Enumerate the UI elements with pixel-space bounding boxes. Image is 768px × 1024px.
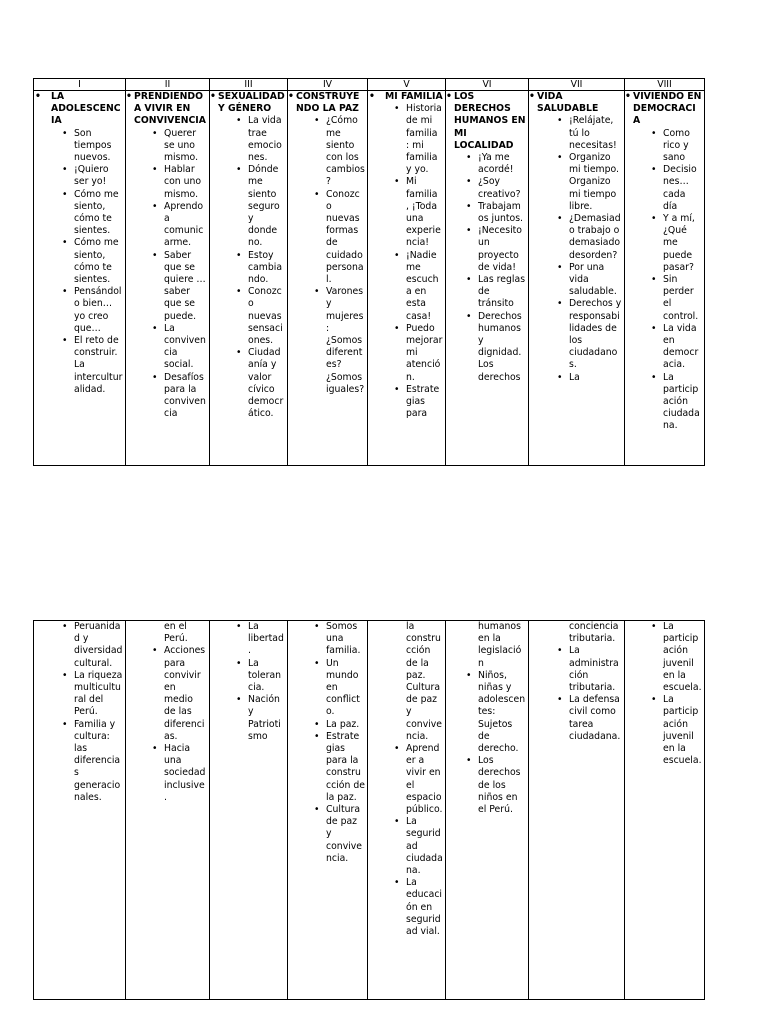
topic-list: [36, 670, 123, 804]
unit-title: • VIDA SALUDABLE: [531, 91, 622, 115]
topic-item: • Sin perder el control.: [663, 274, 702, 323]
topic-item: • Conozco nuevas formas de cuidado personal.: [326, 189, 365, 287]
topic-item: • ¡Necesito un proyecto de vida!: [478, 225, 526, 274]
topic-list: [36, 128, 123, 396]
topic-item: • Decisiones… cada día: [663, 164, 702, 213]
topic-item: • Historia de mi familia : mi familia y yo.: [406, 103, 443, 176]
topic-item: • ¡Ya me acordé!: [478, 152, 526, 176]
topic-item: • La vida trae emociones.: [248, 115, 285, 164]
topic-item: • Hablar con uno mismo.: [164, 164, 207, 201]
topic-item: • ¿Soy creativo?: [478, 176, 526, 200]
continuation-cell: [368, 621, 446, 1000]
topic-list: [128, 128, 207, 421]
topic-item: • Saber que se quiere … saber que se puede.: [164, 250, 207, 323]
topic-item: • Como rico y sano: [663, 128, 702, 165]
topic-item: • Nación y Patriotismo: [248, 694, 285, 743]
topic-list: [290, 115, 365, 396]
topic-list: [36, 621, 123, 670]
topic-item: • Por una vida saludable.: [569, 262, 622, 299]
unit-cell: [625, 91, 705, 466]
topic-item: • ¿Demasiado trabajo o demasiado desorden?: [569, 213, 622, 262]
topic-item: • ¡Quiero ser yo!: [74, 164, 123, 188]
topic-item: • La administración tributaria.: [569, 645, 622, 694]
unit-cell: [126, 91, 210, 466]
unit-title: • CONSTRUYENDO LA PAZ: [290, 91, 365, 115]
topic-item: • Acciones para convivir en medio de las diferencias.: [164, 645, 207, 743]
topic-list: [290, 621, 365, 865]
topic-list: [627, 621, 702, 767]
topic-item: • ¿Cómo me siento con los cambios?: [326, 115, 365, 188]
topic-item: • Cultura de paz y convivencia.: [326, 804, 365, 865]
continued-text: humanos en la legislación: [478, 621, 522, 669]
continued-text: en el Perú.: [164, 621, 188, 645]
topic-item: • Cómo me siento, cómo te sientes.: [74, 189, 123, 238]
topic-list: [448, 670, 526, 816]
topic-item: • Conozco nuevas sensaciones.: [248, 286, 285, 347]
column-header-row: [34, 79, 705, 91]
topic-item: • Son tiempos nuevos.: [74, 128, 123, 165]
topic-item: • Aprender a vivir en el espacio público.: [406, 743, 443, 816]
topic-item: • Trabajamos juntos.: [478, 201, 526, 225]
continued-text: • Peruanidad y diversidad cultural.: [74, 621, 123, 670]
topic-item: • La paz.: [326, 719, 365, 731]
column-header: III: [210, 79, 288, 91]
unit-cell: [34, 91, 126, 466]
unit-title: • SEXUALIDAD Y GÉNERO: [212, 91, 285, 115]
unit-title: • MI FAMILIA: [370, 91, 443, 103]
topic-item: • La educación en seguridad vial.: [406, 877, 443, 938]
topic-list: [128, 645, 207, 804]
continued-text: la construcción de la paz. Cultura de paz y convivencia.: [406, 621, 442, 742]
topic-item: • El reto de construir. La interculturalidad.: [74, 335, 123, 396]
continuation-cell: [34, 621, 126, 1000]
topic-item: • Varones y mujeres: ¿Somos diferentes? ¿Somos iguales?: [326, 286, 365, 396]
topic-list: [448, 152, 526, 384]
topic-item: • ¡Nadie me escucha en esta casa!: [406, 250, 443, 323]
topic-item: • Querer se uno mismo.: [164, 128, 207, 165]
topic-list: [370, 743, 443, 938]
continuation-cell: [529, 621, 625, 1000]
topic-item: • Familia y cultura: las diferencias generacionales.: [74, 719, 123, 804]
topic-item: • Un mundo en conflicto.: [326, 658, 365, 719]
topic-item: • Niños, niñas y adolescentes: Sujetos de derecho.: [478, 670, 526, 755]
topic-item: • La seguridad ciudadana.: [406, 816, 443, 877]
topic-item: • Ciudadanía y valor cívico democrático.: [248, 347, 285, 420]
column-header: VI: [446, 79, 529, 91]
topic-item: • Y a mí, ¿Qué me puede pasar?: [663, 213, 702, 274]
continuation-cell: [210, 621, 288, 1000]
topic-list: [212, 115, 285, 420]
column-header: IV: [288, 79, 368, 91]
topic-item: • Somos una familia.: [326, 621, 365, 658]
topic-item: • La riqueza multicultural del Perú.: [74, 670, 123, 719]
topic-item: • La tolerancia.: [248, 658, 285, 695]
topic-item: • Derechos y responsabilidades de los ciudadanos.: [569, 298, 622, 371]
unit-cell: [210, 91, 288, 466]
unit-cell: [529, 91, 625, 466]
topic-item: • La defensa civil como tarea ciudadana.: [569, 694, 622, 743]
column-header: II: [126, 79, 210, 91]
topic-list: [627, 128, 702, 433]
topic-item: • Desafíos para la convivencia: [164, 372, 207, 421]
topic-item: • Cómo me siento, cómo te sientes.: [74, 237, 123, 286]
curriculum-table-top: [33, 78, 705, 466]
column-header: I: [34, 79, 126, 91]
unit-cell: [368, 91, 446, 466]
topic-item: • Los derechos de los niños en el Perú.: [478, 755, 526, 816]
topic-item: • Derechos humanos y dignidad. Los derechos: [478, 311, 526, 384]
topic-item: • Hacia una sociedad inclusive.: [164, 743, 207, 804]
topic-item: • Estrategias para: [406, 384, 443, 421]
topic-list: [370, 103, 443, 420]
unit-title: • VIVIENDO EN DEMOCRACIA: [627, 91, 702, 128]
topic-item: • La participación juvenil en la escuela.: [663, 621, 702, 694]
topic-item: • Pensándolo bien… yo creo que…: [74, 286, 123, 335]
topic-item: • ¡Relájate, tú lo necesitas!: [569, 115, 622, 152]
units-row: [34, 91, 705, 466]
continuation-cell: [446, 621, 529, 1000]
unit-title: • LA ADOLESCENCIA: [36, 91, 123, 128]
topic-item: • La convivencia social.: [164, 323, 207, 372]
topic-item: • Dónde me siento seguro y donde no.: [248, 164, 285, 249]
topic-list: [531, 645, 622, 743]
continuation-cell: [288, 621, 368, 1000]
unit-cell: [446, 91, 529, 466]
column-header: VIII: [625, 79, 705, 91]
topic-item: • Las reglas de tránsito: [478, 274, 526, 311]
topic-item: • Puedo mejorar mi atención.: [406, 323, 443, 384]
topic-item: • Organizo mi tiempo. Organizo mi tiempo libre.: [569, 152, 622, 213]
unit-title: • LOS DERECHOS HUMANOS EN MI LOCALIDAD: [448, 91, 526, 152]
column-header: V: [368, 79, 446, 91]
curriculum-table-continuation: [33, 620, 705, 1000]
column-header: VII: [529, 79, 625, 91]
topic-item: • La libertad.: [248, 621, 285, 658]
unit-cell: [288, 91, 368, 466]
topic-item: • Estrategias para la construcción de la paz.: [326, 731, 365, 804]
topic-item: • La vida en democracia.: [663, 323, 702, 372]
topic-list: [212, 621, 285, 743]
topic-item: • La participación juvenil en la escuela.: [663, 694, 702, 767]
topic-item: • Aprendo a comunicarme.: [164, 201, 207, 250]
topic-item: • Mi familia , ¡Toda una experiencia!: [406, 176, 443, 249]
topic-list: [531, 115, 622, 383]
continued-text: conciencia tributaria.: [569, 621, 619, 645]
continuation-cell: [126, 621, 210, 1000]
continuation-cell: [625, 621, 705, 1000]
topic-item: • La: [569, 372, 622, 384]
unit-title: • PRENDIENDO A VIVIR EN CONVIVENCIA: [128, 91, 207, 128]
topic-item: • Estoy cambiando.: [248, 250, 285, 287]
topic-item: • La participación ciudadana.: [663, 372, 702, 433]
continuation-row: [34, 621, 705, 1000]
